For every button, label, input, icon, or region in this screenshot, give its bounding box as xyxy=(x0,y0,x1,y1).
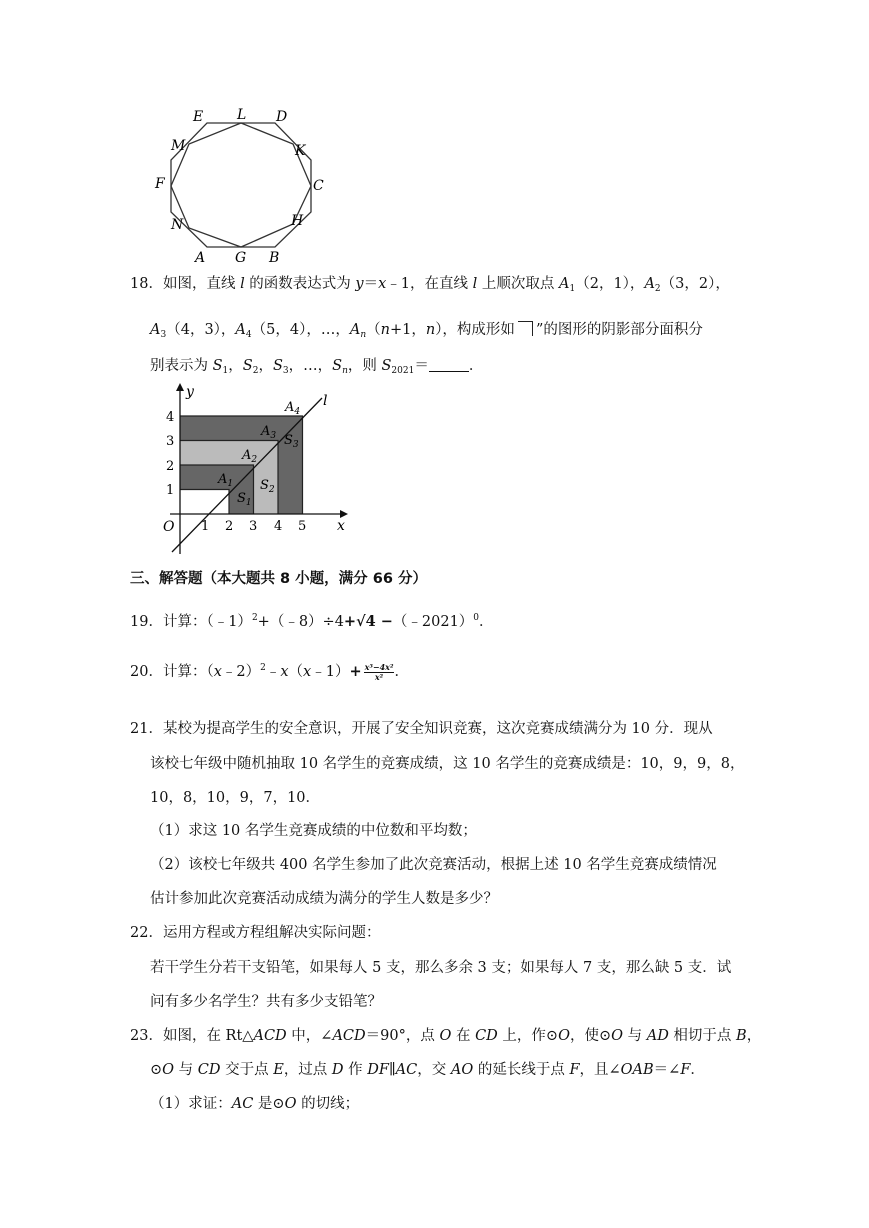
var: x xyxy=(213,664,222,680)
var: ACD xyxy=(253,1028,287,1044)
text: +（﹣8）÷4 xyxy=(257,614,344,630)
area-letter: S xyxy=(237,491,246,506)
subscript: 2 xyxy=(654,284,661,294)
text: ＝ xyxy=(414,358,429,374)
point-A4 xyxy=(284,400,300,417)
var: S xyxy=(272,358,283,374)
var: n xyxy=(425,322,436,338)
y-tick-3: 3 xyxy=(166,434,175,449)
x-tick-3: 3 xyxy=(249,519,258,534)
text: 中，∠ xyxy=(286,1028,333,1044)
var: A xyxy=(559,276,570,292)
text: 相切于点 xyxy=(668,1028,737,1044)
y-tick-2: 2 xyxy=(166,459,175,474)
text: 是⊙ xyxy=(253,1096,285,1112)
text: 的延长线于点 xyxy=(473,1062,570,1078)
var: S xyxy=(381,358,392,374)
label-B: B xyxy=(269,250,280,266)
sqrt-expression: +√4 − xyxy=(343,613,393,630)
point-letter: A xyxy=(242,448,252,463)
point-letter: A xyxy=(285,400,295,415)
text: （2，1）， xyxy=(575,276,645,292)
subscript: n xyxy=(360,330,367,340)
var: DF xyxy=(367,1062,389,1078)
y-axis-arrow-icon xyxy=(176,383,184,391)
var: x xyxy=(280,664,289,680)
point-sub: 1 xyxy=(227,479,234,489)
var: D xyxy=(331,1062,344,1078)
text: 作 xyxy=(343,1062,368,1078)
label-D: D xyxy=(276,109,288,125)
q19 xyxy=(130,610,494,631)
label-A: A xyxy=(195,250,206,266)
text: …， xyxy=(303,358,333,374)
var: O xyxy=(558,1028,570,1044)
text: 别表示为 xyxy=(150,358,213,374)
point-sub: 2 xyxy=(251,455,258,465)
text: 如图，在 Rt△ xyxy=(162,1028,254,1044)
q19-number: 19． xyxy=(130,614,163,630)
subscript: 1 xyxy=(569,284,576,294)
q22-line2: 若干学生分若干支铅笔，如果每人 5 支，那么多余 3 支；如果每人 7 支，那么缺 5 支．试 xyxy=(150,960,732,976)
var: l xyxy=(240,276,245,292)
text: （5，4），…， xyxy=(251,322,350,338)
text: 某校为提高学生的安全意识，开展了安全知识竞赛，这次竞赛成绩满分为 10 分．现从 xyxy=(162,721,713,737)
q23-number: 23． xyxy=(130,1028,163,1044)
q21-line1 xyxy=(130,717,713,738)
text: （ xyxy=(366,322,381,338)
var: A xyxy=(644,276,655,292)
superscript: 0 xyxy=(473,613,480,623)
var: S xyxy=(242,358,253,374)
subscript: n xyxy=(342,366,348,376)
text: ． xyxy=(479,614,494,630)
text: ． xyxy=(394,664,409,680)
y-tick-4: 4 xyxy=(166,410,175,425)
var: l xyxy=(472,276,478,292)
q18-number: 18． xyxy=(130,276,163,292)
text: （﹣2021） xyxy=(392,614,474,630)
var: O xyxy=(284,1096,297,1112)
var: OAB xyxy=(620,1062,654,1078)
var: CD xyxy=(197,1062,221,1078)
q18-line2 xyxy=(150,318,703,340)
var: y xyxy=(355,276,364,292)
var: E xyxy=(273,1062,284,1078)
text: 与 xyxy=(174,1062,198,1078)
superscript: 2 xyxy=(251,613,258,623)
text: ＝∠ xyxy=(653,1062,681,1078)
answer-blank[interactable] xyxy=(429,359,469,372)
q20-number: 20． xyxy=(130,664,163,680)
origin-label: O xyxy=(163,519,175,535)
var: O xyxy=(162,1062,175,1078)
superscript: 2 xyxy=(260,663,266,673)
x-tick-1: 1 xyxy=(201,519,210,534)
corner-shape-icon xyxy=(518,321,533,336)
text: 的切线； xyxy=(296,1096,360,1112)
text: ∥ xyxy=(388,1062,396,1078)
var: O xyxy=(611,1028,623,1044)
inner-octagon xyxy=(171,123,311,247)
point-letter: A xyxy=(218,472,228,487)
text: ），构成形如 xyxy=(435,322,515,338)
x-axis-arrow-icon xyxy=(340,510,348,518)
text: （1）求证： xyxy=(150,1096,232,1112)
x-tick-5: 5 xyxy=(298,519,307,534)
point-sub: 3 xyxy=(270,431,277,441)
text: 交于点 xyxy=(220,1062,274,1078)
line-l-label: l xyxy=(323,393,328,409)
var: A xyxy=(150,322,161,338)
var: ACD xyxy=(332,1028,366,1044)
area-sub: 1 xyxy=(245,498,252,508)
var: AD xyxy=(646,1028,669,1044)
q23-line1 xyxy=(130,1024,761,1045)
point-letter: A xyxy=(261,424,271,439)
var: AC xyxy=(231,1096,254,1112)
x-axis-label: x xyxy=(337,518,345,534)
label-N: N xyxy=(171,217,184,233)
text: ，且∠ xyxy=(579,1062,621,1078)
text: ． xyxy=(468,358,484,374)
var: O xyxy=(439,1028,452,1044)
text: +1， xyxy=(389,322,426,338)
subscript: 3 xyxy=(160,330,167,340)
var: F xyxy=(569,1062,580,1078)
text: ﹣ xyxy=(265,664,281,680)
text: 上，作⊙ xyxy=(497,1028,559,1044)
text: 运用方程或方程组解决实际问题： xyxy=(162,925,381,941)
text: 在 xyxy=(451,1028,476,1044)
subscript: 2 xyxy=(252,366,259,376)
q20 xyxy=(130,660,409,682)
var: S xyxy=(212,358,223,374)
text: ， xyxy=(228,358,243,374)
text: ，则 xyxy=(347,358,382,374)
label-M: M xyxy=(171,138,186,154)
area-letter: S xyxy=(260,478,269,493)
text: 的函数表达式为 xyxy=(244,276,356,292)
text: ， xyxy=(288,358,304,374)
fraction-numerator: x³−4x² xyxy=(364,661,394,672)
q18-line1 xyxy=(130,272,730,294)
area-letter: S xyxy=(284,433,293,448)
var: S xyxy=(332,358,343,374)
section3-title: 三、解答题（本大题共 8 小题，满分 66 分） xyxy=(130,571,427,587)
y-tick-1: 1 xyxy=(166,483,175,498)
q21-line2: 该校七年级中随机抽取 10 名学生的竞赛成绩，这 10 名学生的竞赛成绩是：10，9，9，8， xyxy=(150,756,745,772)
text: （3，2）， xyxy=(660,276,730,292)
q23-sub1 xyxy=(150,1092,359,1113)
q21-sub1: （1）求这 10 名学生竞赛成绩的中位数和平均数； xyxy=(150,823,477,839)
label-K: K xyxy=(295,143,306,159)
var: n xyxy=(380,322,390,338)
area-sub: 2 xyxy=(268,485,275,495)
y-axis-label: y xyxy=(186,384,194,400)
var: A xyxy=(349,322,361,338)
text: ⊙ xyxy=(150,1062,163,1078)
fraction-denominator: x² xyxy=(374,671,384,682)
text: ，使⊙ xyxy=(569,1028,612,1044)
plus-sign: + xyxy=(349,663,362,680)
outer-octagon xyxy=(171,123,311,247)
q22-line1 xyxy=(130,921,380,942)
label-E: E xyxy=(193,109,204,125)
subscript: 3 xyxy=(282,366,289,376)
var: A xyxy=(235,322,246,338)
area-sub: 3 xyxy=(292,440,299,450)
label-G: G xyxy=(235,250,247,266)
text: ﹣2） xyxy=(221,664,261,680)
var: x xyxy=(303,664,312,680)
x-tick-4: 4 xyxy=(274,519,283,534)
label-C: C xyxy=(313,178,324,194)
text: 计算：（ xyxy=(162,664,214,680)
label-H: H xyxy=(291,213,304,229)
q21-number: 21． xyxy=(130,721,163,737)
x-tick-2: 2 xyxy=(225,519,234,534)
text: ， xyxy=(258,358,273,374)
q22-number: 22． xyxy=(130,925,163,941)
var: AC xyxy=(395,1062,418,1078)
text: 如图，直线 xyxy=(162,276,241,292)
text: ． xyxy=(690,1062,705,1078)
text: ﹣1） xyxy=(311,664,350,680)
text: 上顺次取点 xyxy=(477,276,560,292)
q23-line2 xyxy=(150,1058,705,1079)
subscript: 1 xyxy=(222,366,229,376)
octagon-figure xyxy=(145,100,345,270)
q21-sub2-line1: （2）该校七年级共 400 名学生参加了此次竞赛活动，根据上述 10 名学生竞赛成绩情况 xyxy=(150,857,717,873)
var: AO xyxy=(450,1062,474,1078)
q18-line3 xyxy=(150,354,483,376)
staircase-figure xyxy=(150,378,360,558)
text: （4，3）， xyxy=(166,322,236,338)
var: B xyxy=(736,1028,747,1044)
subscript: 2021 xyxy=(391,366,415,376)
label-L: L xyxy=(237,107,247,123)
text: （ xyxy=(288,664,304,680)
text: ，过点 xyxy=(283,1062,332,1078)
var: CD xyxy=(475,1028,498,1044)
fraction xyxy=(364,663,395,682)
text: ﹣1，在直线 xyxy=(386,276,473,292)
q21-sub2-line2: 估计参加此次竞赛活动成绩为满分的学生人数是多少？ xyxy=(150,891,498,907)
text: ＝ xyxy=(363,276,379,292)
text: 与 xyxy=(623,1028,647,1044)
q21-line3: 10，8，10，9，7，10． xyxy=(150,790,321,806)
subscript: 4 xyxy=(245,330,252,340)
var: F xyxy=(680,1062,691,1078)
text: 计算：（﹣1） xyxy=(162,614,252,630)
var: x xyxy=(378,276,387,292)
text: ， xyxy=(746,1028,762,1044)
text: ，交 xyxy=(417,1062,451,1078)
label-F: F xyxy=(155,176,165,192)
text: ”的图形的阴影部分面积分 xyxy=(535,322,703,338)
point-sub: 4 xyxy=(294,407,301,417)
text: ＝90°，点 xyxy=(365,1028,440,1044)
q22-line3: 问有多少名学生？共有多少支铅笔？ xyxy=(150,994,382,1010)
